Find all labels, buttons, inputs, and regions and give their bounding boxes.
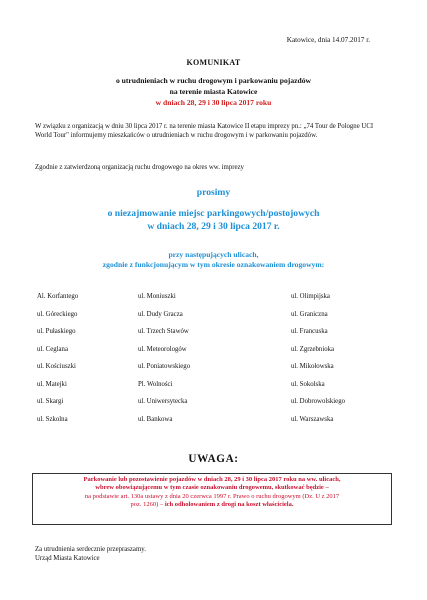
street-column-3: [291, 292, 345, 432]
warning-line-4-consequence: ich odholowaniem z drogi na koszt właściciela.: [164, 500, 294, 508]
streets-intro-2: zgodnie z funkcjonującym w tym okresie oznakowaniem drogowym:: [102, 260, 325, 269]
street-item: ul. Trzech Stawów: [138, 328, 189, 335]
street-item: ul. Szkolna: [37, 415, 68, 423]
intro-paragraph-2: Zgodnie z zatwierdzoną organizacją ruchu drogowego na okres ww. imprezy: [35, 164, 244, 171]
street-item: ul. Olimpijska: [291, 293, 330, 300]
street-item: ul. Warszawska: [291, 415, 334, 423]
warning-line-2: wbrew obowiązującemu w tym czasie oznakowaniu drogowemu, skutkować będzie –: [95, 484, 329, 492]
request-line-2: w dniach 28, 29 i 30 lipca 2017 r.: [147, 221, 280, 232]
warning-title: UWAGA:: [188, 453, 239, 465]
street-column-1: [37, 292, 78, 432]
street-item: ul. Pułaskiego: [37, 328, 76, 335]
request-prosimy: prosimy: [196, 187, 231, 198]
street-item: ul. Uniwersytecka: [138, 398, 188, 405]
street-item: ul. Sokolska: [291, 380, 325, 388]
warning-line-1: Parkowanie lub pozostawienie pojazdów w dniach 28, 29 i 30 lipca 2017 roku na ww. ulicach,: [83, 476, 341, 483]
warning-box: [32, 473, 392, 525]
street-item: ul. Francuska: [291, 328, 328, 335]
street-item: Pl. Wolności: [138, 380, 173, 388]
street-item: ul. Ceglana: [37, 345, 68, 353]
street-item: ul. Mikołowska: [291, 363, 334, 370]
footer-apology: Za utrudnienia serdecznie przepraszamy.: [35, 546, 146, 553]
street-item: ul. Moniuszki: [138, 293, 176, 300]
subtitle-dates: w dniach 28, 29 i 30 lipca 2017 roku: [155, 98, 272, 107]
warning-line-4-ref: poz. 1260) –: [130, 500, 164, 508]
street-item: ul. Bankowa: [138, 415, 173, 423]
street-item: ul. Poniatowskiego: [138, 363, 191, 370]
street-item: ul. Kościuszki: [37, 363, 76, 370]
warning-line-3: na podstawie art. 130a ustawy z dnia 20 czerwca 1997 r. Prawo o ruchu drogowym (Dz. U z 2017: [84, 492, 340, 500]
street-item: ul. Zgrzebnioka: [291, 345, 335, 353]
street-item: ul. Dudy Gracza: [138, 310, 183, 318]
subtitle-line-2: na terenie miasta Katowice: [169, 87, 258, 96]
street-item: ul. Dobrowolskiego: [291, 398, 345, 405]
request-line-1: o niezajmowanie miejsc parkingowych/postojowych: [107, 208, 320, 219]
footer-signature: Urząd Miasta Katowice: [35, 555, 100, 563]
street-item: ul. Góreckiego: [37, 310, 78, 318]
street-column-2: [138, 292, 190, 432]
subtitle-line-1: o utrudnieniach w ruchu drogowym i parkowaniu pojazdów: [115, 76, 311, 85]
street-item: ul. Graniczna: [291, 310, 328, 318]
street-item: ul. Matejki: [37, 380, 67, 388]
intro-paragraph-1: W związku z organizacją w dniu 30 lipca 2017 r. na terenie miasta Katowice II etapu imprezy pn.: „74 Tour de Pologne UCI World Tour" informujemy mieszkańców o utrudnieniach w ruchu drogowym i w parkowaniu pojazdów.: [35, 123, 374, 140]
date-line: Katowice, dnia 14.07.2017 r.: [286, 36, 370, 44]
document-title: KOMUNIKAT: [186, 58, 241, 67]
warning-line-4: [37, 501, 387, 509]
street-item: ul. Meteorologów: [138, 345, 187, 353]
streets-intro-1: przy następujących ulicach,: [168, 250, 259, 259]
street-item: ul. Skargi: [37, 398, 64, 405]
footer: [35, 545, 146, 564]
street-item: Al. Korfantego: [37, 293, 79, 300]
